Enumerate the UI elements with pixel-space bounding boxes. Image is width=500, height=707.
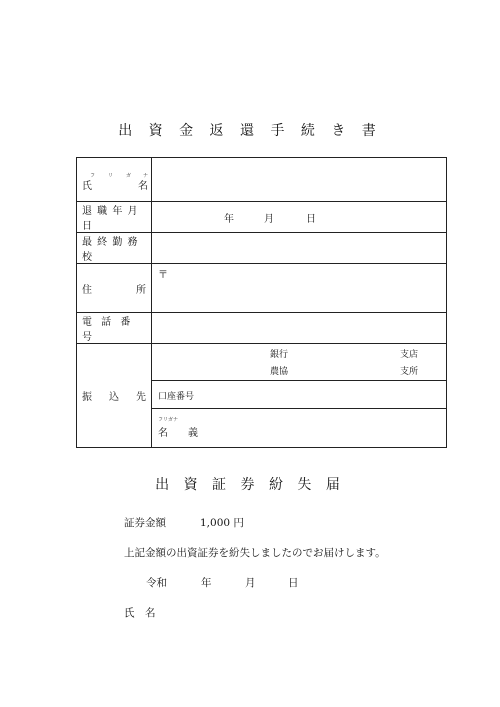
retire-row: [77, 202, 447, 233]
account-box[interactable]: [152, 381, 446, 409]
bank-label: 銀行: [270, 350, 289, 360]
postal-mark: 〒: [158, 270, 168, 281]
name-input[interactable]: [152, 158, 447, 202]
holder-ruby-2: リ: [163, 417, 169, 423]
retire-date-input[interactable]: [152, 202, 447, 233]
agri-branch-label: 支所: [400, 367, 419, 377]
branch-label: 支店: [400, 350, 419, 360]
retire-month-unit: 月: [264, 214, 274, 225]
notice-month-unit: 月: [245, 577, 256, 589]
application-form-table: [76, 157, 447, 448]
name-ruby-2: リ: [108, 173, 114, 179]
transfer-label-3: 先: [136, 392, 146, 403]
agri-label: 農協: [270, 367, 289, 377]
name-label-2: 名: [138, 181, 148, 192]
phone-input[interactable]: [152, 313, 447, 344]
notice-name-label: 氏 名: [124, 607, 156, 619]
form-title: 出 資 金 返 還 手 続 き 書: [118, 123, 382, 139]
address-input[interactable]: [152, 264, 447, 313]
bank-box[interactable]: [152, 344, 446, 381]
phone-label-cell: [77, 313, 152, 344]
retire-year-unit: 年: [224, 214, 234, 225]
transfer-row: [77, 344, 447, 448]
name-label-cell: [77, 158, 152, 202]
notice-year-unit: 年: [201, 577, 212, 589]
name-ruby-3: ガ: [126, 173, 132, 179]
name-label-1: 氏: [82, 181, 92, 192]
name-ruby-1: フ: [90, 173, 96, 179]
holder-ruby-1: フ: [158, 417, 164, 423]
retire-day-unit: 日: [306, 214, 316, 225]
school-label-cell: [77, 233, 152, 264]
phone-row: [77, 313, 447, 344]
retire-label-cell: [77, 202, 152, 233]
era-label: 令和: [146, 577, 167, 589]
holder-ruby-4: ナ: [173, 417, 179, 423]
school-input[interactable]: [152, 233, 447, 264]
holder-ruby-3: ガ: [168, 417, 174, 423]
school-label: 最 終 勤 務 校: [82, 237, 139, 263]
account-no-label: 口座番号: [158, 392, 195, 402]
phone-label: 電 話 番 号: [82, 317, 134, 343]
address-label-1: 住: [82, 284, 92, 296]
address-label-cell: [77, 264, 152, 313]
transfer-label-1: 振: [82, 392, 92, 403]
transfer-cell: [152, 344, 447, 448]
transfer-label-cell: [77, 344, 152, 448]
amount-value: 1,000 円: [200, 517, 244, 529]
name-ruby-4: ナ: [143, 173, 149, 179]
name-row: [77, 158, 447, 202]
statement-text: 上記金額の出資証券を紛失しましたのでお届けします。: [124, 547, 386, 559]
retire-label: 退 職 年 月 日: [82, 206, 139, 232]
notice-title: 出 資 証 券 紛 失 届: [155, 477, 345, 493]
school-row: [77, 233, 447, 264]
notice-day-unit: 日: [288, 577, 299, 589]
amount-label: 証券金額: [124, 517, 166, 529]
holder-box[interactable]: [152, 409, 446, 447]
transfer-label-2: 込: [109, 392, 119, 403]
address-row: [77, 264, 447, 313]
holder-label: 名 義: [158, 428, 198, 439]
address-label-2: 所: [136, 284, 146, 296]
